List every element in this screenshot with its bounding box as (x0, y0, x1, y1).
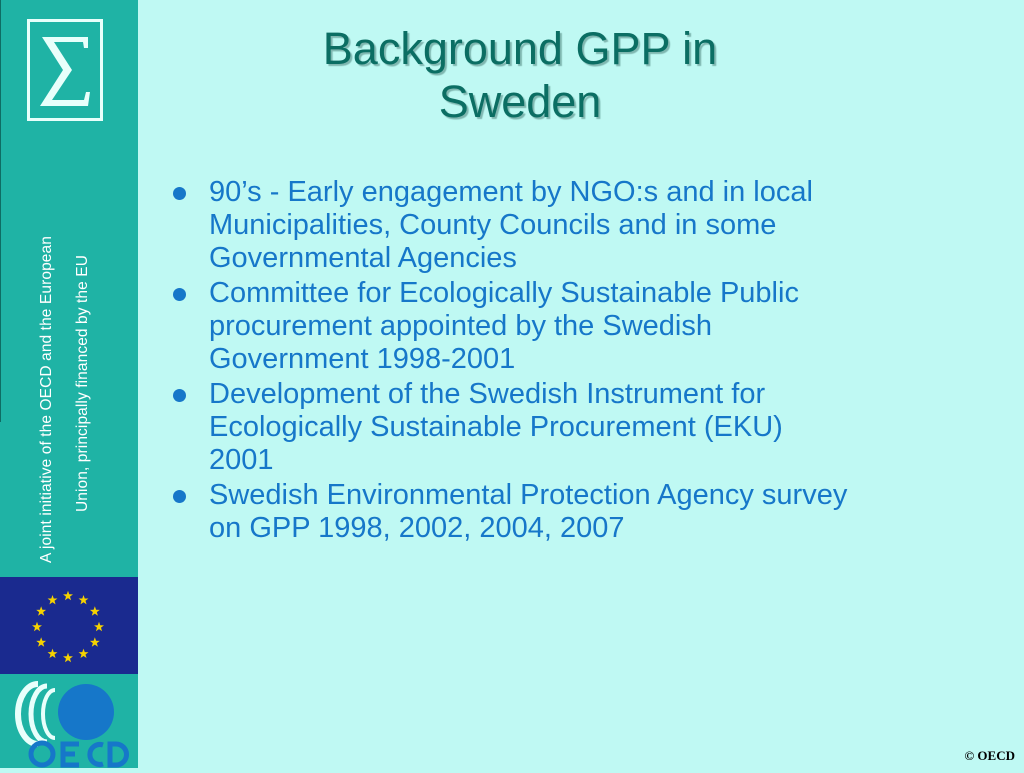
bullet-item (170, 176, 850, 275)
eu-star-icon (63, 653, 73, 662)
eu-star-icon (94, 622, 104, 631)
bullet-text: Committee for Ecologically Sustainable Public procurement appointed by the Swedish Government 1998-2001 (209, 277, 799, 375)
eu-star-icon (79, 649, 89, 658)
eu-star-icon (32, 622, 42, 631)
eu-flag-icon (0, 577, 138, 674)
eu-star-icon (48, 595, 58, 604)
bullet-item (170, 378, 850, 477)
eu-star-icon (90, 606, 100, 615)
bullet-item (170, 479, 850, 545)
bullet-text: 90’s - Early engagement by NGO:s and in local Municipalities, County Councils and in some Governmental Agencies (209, 176, 813, 274)
slide-title (240, 22, 800, 128)
copyright-notice: © OECD (964, 748, 1015, 763)
bullet-text: Development of the Swedish Instrument for Ecologically Sustainable Procurement (EKU) 2001 (209, 378, 783, 476)
bullet-dot-icon (173, 187, 186, 200)
eu-star-icon (90, 637, 100, 646)
bullet-list (170, 176, 850, 547)
eu-star-icon (36, 637, 46, 646)
slide-title-line-2: Sweden (438, 76, 602, 127)
sidebar-divider (0, 0, 1, 422)
oecd-logo-icon (0, 674, 138, 768)
bullet-dot-icon (173, 490, 186, 503)
sidebar-vertical-text-2: Union, principally financed by the EU (74, 254, 91, 512)
sigma-logo-icon (27, 19, 103, 121)
sidebar (0, 0, 138, 768)
sidebar-vertical-text-1: A joint initiative of the OECD and the European (38, 236, 55, 563)
eu-star-icon (36, 606, 46, 615)
eu-star-icon (79, 595, 89, 604)
bullet-dot-icon (173, 288, 186, 301)
eu-star-icon (48, 649, 58, 658)
slide-title-line-1: Background GPP in (322, 23, 718, 74)
bullet-dot-icon (173, 389, 186, 402)
bullet-item (170, 277, 850, 376)
eu-star-icon (63, 591, 73, 600)
bullet-text: Swedish Environmental Protection Agency survey on GPP 1998, 2002, 2004, 2007 (209, 479, 848, 544)
